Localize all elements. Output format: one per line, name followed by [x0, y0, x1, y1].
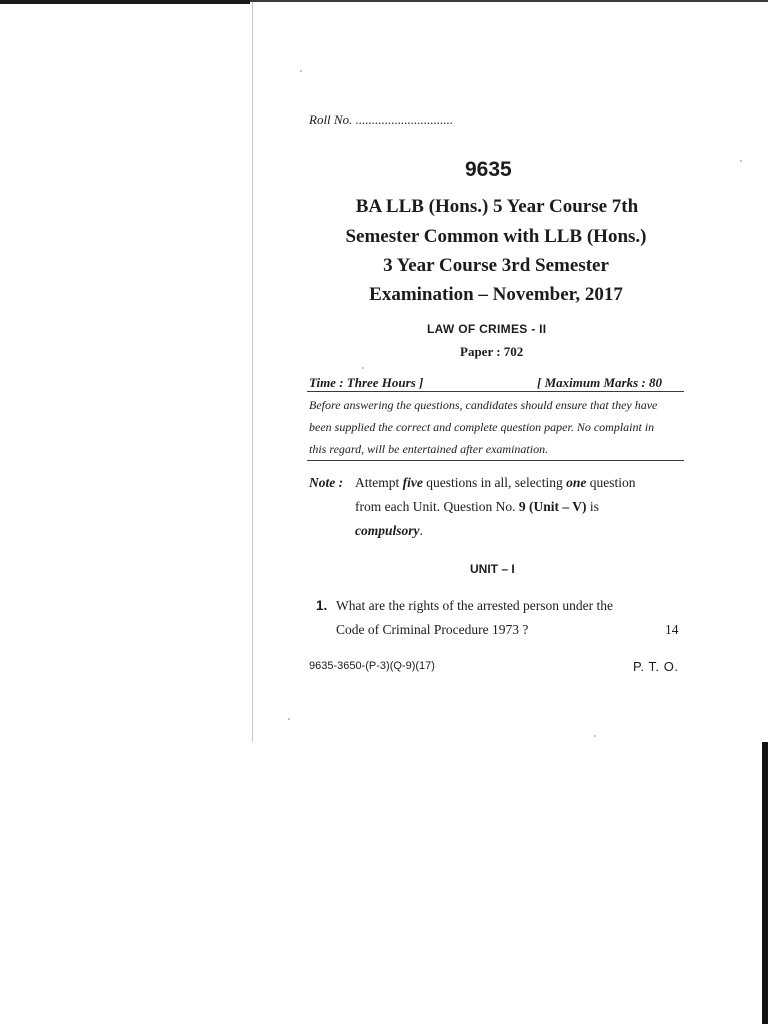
- scan-speck: [594, 735, 596, 737]
- subject-title: LAW OF CRIMES - II: [427, 322, 547, 336]
- question-marks: 14: [665, 622, 679, 637]
- note-emphasis: compulsory: [355, 523, 420, 538]
- instruction-line-3: this regard, will be entertained after examination.: [309, 442, 549, 456]
- scan-right-edge: [762, 742, 768, 1024]
- exam-duration: Time : Three Hours ]: [309, 375, 424, 390]
- paper-code: 9635: [465, 158, 512, 181]
- maximum-marks: [ Maximum Marks : 80: [537, 375, 662, 390]
- note-text: is: [586, 499, 599, 514]
- instruction-line-1: Before answering the questions, candidates should ensure that they have: [309, 398, 658, 412]
- scan-top-edge: [0, 0, 250, 4]
- note-text: questions in all, selecting: [422, 475, 567, 490]
- note-text: .: [419, 523, 423, 538]
- divider-bottom: [307, 460, 684, 461]
- note-label: Note :: [309, 475, 344, 490]
- scan-speck: [300, 70, 302, 72]
- note-compulsory-question: 9 (Unit – V): [518, 499, 587, 514]
- course-title-line-3: 3 Year Course 3rd Semester: [383, 255, 609, 276]
- scan-top-edge-thin: [250, 0, 768, 2]
- note-emphasis: one: [566, 475, 587, 490]
- unit-heading: UNIT – I: [470, 562, 515, 576]
- roll-number-field: Roll No. ..............................: [309, 112, 454, 127]
- scan-speck: [288, 718, 290, 720]
- note-emphasis: five: [402, 475, 423, 490]
- course-title-line-2: Semester Common with LLB (Hons.): [345, 226, 647, 247]
- divider-top: [307, 391, 684, 392]
- instruction-line-2: been supplied the correct and complete question paper. No complaint in: [309, 420, 655, 434]
- question-line-2: Code of Criminal Procedure 1973 ?: [336, 622, 529, 637]
- please-turn-over: P. T. O.: [633, 659, 679, 674]
- note-text: Attempt: [355, 475, 403, 490]
- question-number: 1.: [316, 598, 328, 613]
- note-text: from each Unit. Question No.: [355, 499, 519, 514]
- sheet-left-edge: [252, 2, 253, 742]
- question-line-1: What are the rights of the arrested person under the: [336, 598, 614, 613]
- note-text: question: [586, 475, 636, 490]
- paper-number: Paper : 702: [460, 344, 524, 359]
- note-line-3: [355, 523, 423, 539]
- scan-speck: [362, 367, 364, 369]
- course-title-line-4: Examination – November, 2017: [369, 284, 623, 305]
- course-title-line-1: BA LLB (Hons.) 5 Year Course 7th: [355, 196, 639, 217]
- footer-code: 9635-3650-(P-3)(Q-9)(17): [309, 660, 435, 672]
- note-line-1: [355, 475, 635, 491]
- note-line-2: [355, 499, 599, 515]
- scan-speck: [740, 160, 742, 162]
